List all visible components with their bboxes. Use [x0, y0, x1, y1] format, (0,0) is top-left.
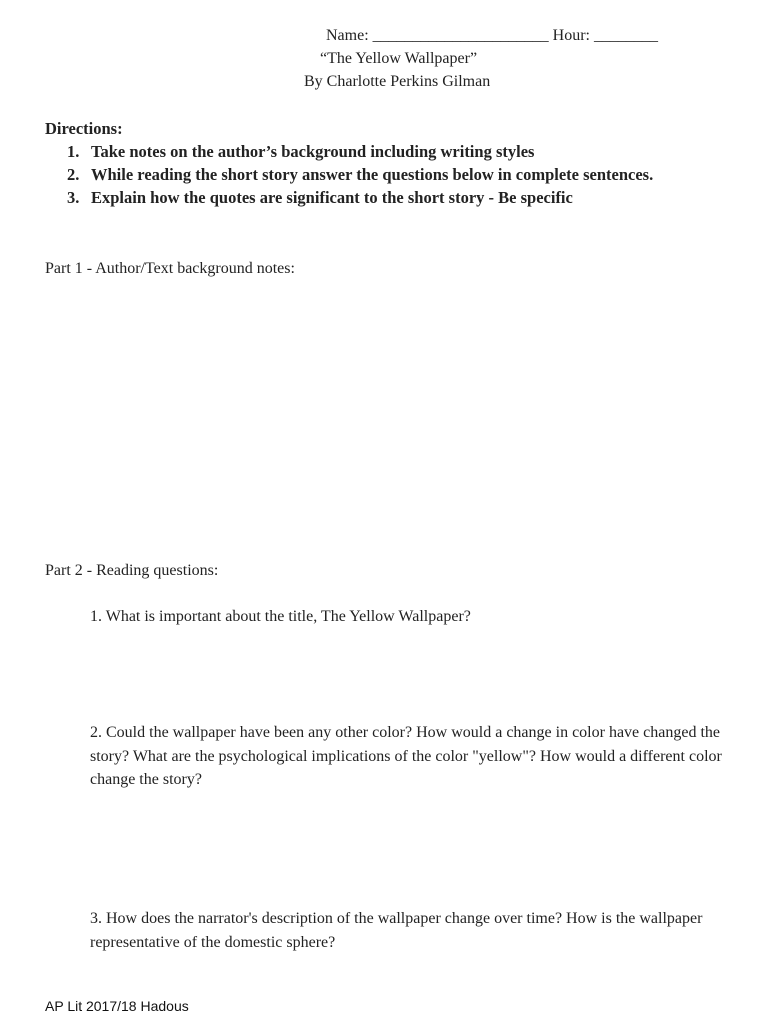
story-title: “The Yellow Wallpaper” [320, 50, 478, 67]
directions-label: Directions: [45, 119, 123, 138]
page-footer: AP Lit 2017/18 Hadous [45, 998, 189, 1014]
story-author: By Charlotte Perkins Gilman [304, 73, 491, 90]
direction-number: 3. [67, 188, 80, 207]
part2-heading: Part 2 - Reading questions: [45, 562, 219, 579]
direction-number: 1. [67, 142, 80, 161]
directions-list [45, 140, 725, 209]
direction-text: While reading the short story answer the questions below in complete sentences. [91, 165, 654, 184]
direction-number: 2. [67, 165, 80, 184]
direction-item [45, 186, 725, 209]
question-1: 1. What is important about the title, The Yellow Wallpaper? [90, 608, 471, 625]
direction-text: Take notes on the author’s background including writing styles [91, 142, 535, 161]
direction-item [45, 163, 725, 186]
question-3: 3. How does the narrator's description of the wallpaper change over time? How is the wallpaper representative of the domestic sphere? [90, 910, 703, 951]
name-hour-line: Name: ______________________ Hour: ________ [326, 27, 658, 44]
part1-heading: Part 1 - Author/Text background notes: [45, 260, 295, 277]
direction-text: Explain how the quotes are significant to the short story - Be specific [91, 188, 573, 207]
question-2: 2. Could the wallpaper have been any other color? How would a change in color have changed the story? What are the psychological implications of the color "yellow"? How would a different color change the story? [90, 724, 722, 788]
direction-item [45, 140, 725, 163]
